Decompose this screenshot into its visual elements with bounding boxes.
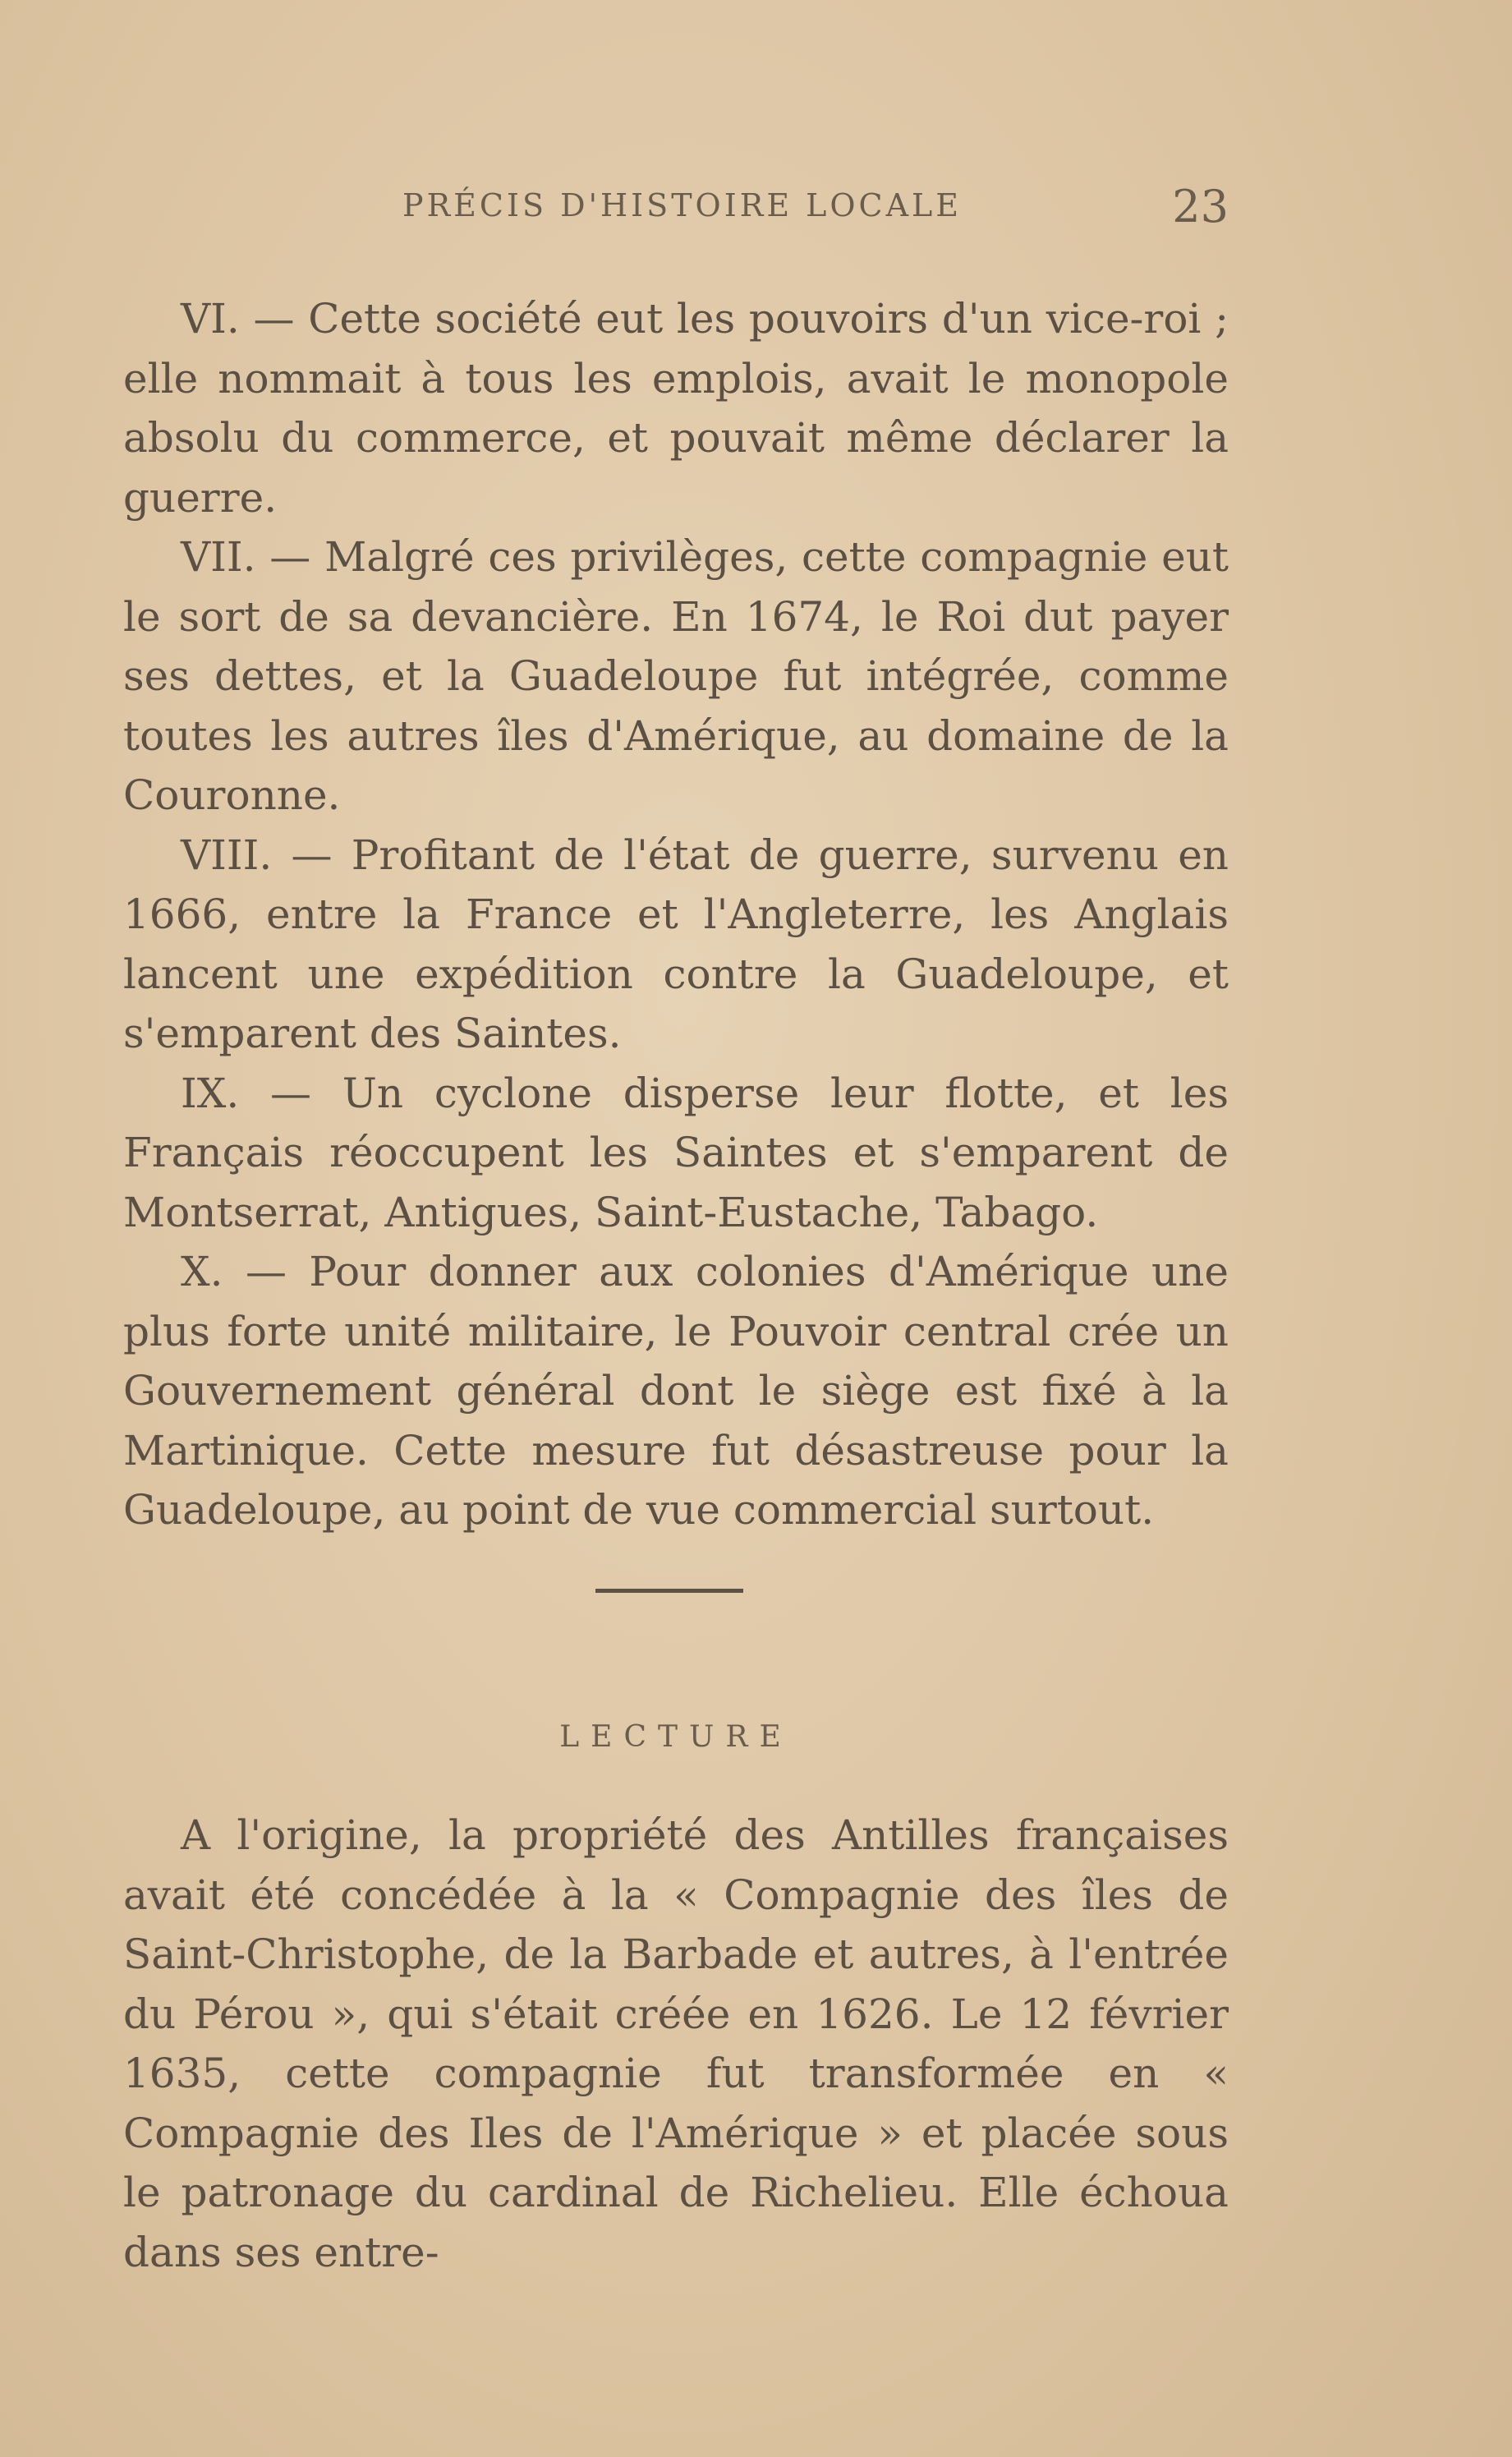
page-number: 23 [1172,181,1229,232]
paragraph-x: X. — Pour donner aux colonies d'Amérique une plus forte unité militaire, le Pouvoir central crée un Gouvernement général dont le siège est fixé à la Martinique. Cette mesure fut désastreuse pour la Guadeloupe, au point de vue commercial surtout. [123,1248,1229,1534]
section-divider [595,1589,743,1593]
paragraph-vi: VI. — Cette société eut les pouvoirs d'un vice-roi ; elle nommait à tous les emplois, avait le monopole absolu du commerce, et pouvait même déclarer la guerre. [123,295,1229,522]
paragraph-ix: IX. — Un cyclone disperse leur flotte, et les Français réoccupent les Saintes et s'emparent de Montserrat, Antigues, Saint-Eustache, Tabago. [123,1069,1229,1236]
page-header [123,181,1229,237]
reading-section [123,1806,1229,2282]
paragraph-vii: VII. — Malgré ces privilèges, cette compagnie eut le sort de sa devancière. En 1674, le Roi dut payer ses dettes, et la Guadeloupe fut intégrée, comme toutes les autres îles d'Amérique, au domaine de la Couronne. [123,533,1229,819]
main-text [123,289,1229,1540]
reading-paragraph: A l'origine, la propriété des Antilles françaises avait été concédée à la « Compagnie des îles de Saint-Christophe, de la Barbade et autres, à l'entrée du Pérou », qui s'était créée en 1626. Le 12 février 1635, cette compagnie fut transformée en « Compagnie des Iles de l'Amérique » et placée sous le patronage du cardinal de Richelieu. Elle échoua dans ses entre- [123,1811,1229,2276]
paragraph-viii: VIII. — Profitant de l'état de guerre, survenu en 1666, entre la France et l'Angleterre, les Anglais lancent une expédition contre la Guadeloupe, et s'emparent des Saintes. [123,831,1229,1057]
running-title: PRÉCIS D'HISTOIRE LOCALE [402,187,963,223]
reading-heading: LECTURE [559,1720,793,1754]
